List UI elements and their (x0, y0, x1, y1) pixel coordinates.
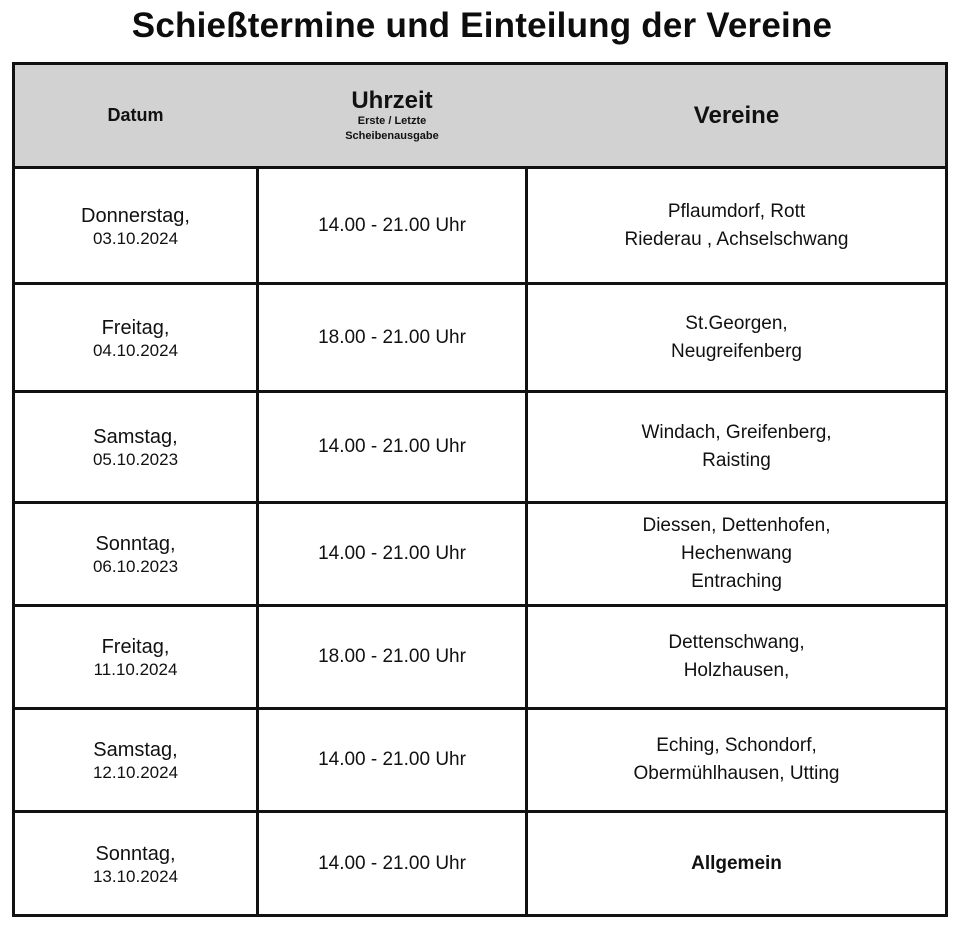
table-row (15, 166, 945, 282)
header-uhrzeit-sub2: Scheibenausgabe (345, 129, 439, 142)
time-cell (259, 285, 525, 390)
date-cell (15, 607, 256, 707)
page-title: Schießtermine und Einteilung der Vereine (131, 6, 833, 45)
clubs-cell (528, 813, 945, 914)
clubs-cell (528, 607, 945, 707)
club-line: Raisting (702, 450, 771, 471)
time-range: 18.00 - 21.00 Uhr (318, 646, 466, 667)
table-row (15, 604, 945, 707)
date: 06.10.2023 (92, 557, 179, 576)
date-cell (15, 504, 256, 604)
time-cell (259, 607, 525, 707)
time-cell (259, 504, 525, 604)
date: 04.10.2024 (92, 340, 179, 360)
time-range: 14.00 - 21.00 Uhr (318, 543, 466, 564)
club-line: Allgemein (691, 852, 782, 874)
club-line: Obermühlhausen, Utting (633, 763, 840, 784)
clubs-cell (528, 285, 945, 390)
header-uhrzeit: Uhrzeit (351, 86, 433, 114)
clubs-cell (528, 169, 945, 282)
club-line: Hechenwang (681, 543, 792, 564)
weekday: Donnerstag, (81, 204, 190, 227)
date-cell (15, 710, 256, 810)
time-cell (259, 393, 525, 501)
table-header-row (15, 65, 945, 166)
club-line: Dettenschwang, (668, 632, 805, 653)
club-line: Neugreifenberg (671, 340, 802, 362)
time-range: 14.00 - 21.00 Uhr (318, 749, 466, 770)
date: 11.10.2024 (93, 660, 178, 679)
time-range: 14.00 - 21.00 Uhr (318, 214, 466, 236)
date-cell (15, 813, 256, 914)
weekday: Samstag, (93, 426, 178, 448)
time-cell (259, 813, 525, 914)
time-cell (259, 169, 525, 282)
club-line: Riederau , Achselschwang (624, 228, 849, 250)
clubs-cell (528, 710, 945, 810)
club-line: Windach, Greifenberg, (641, 422, 832, 443)
date-cell (15, 285, 256, 390)
weekday: Samstag, (93, 739, 178, 761)
club-line: St.Georgen, (685, 312, 788, 334)
time-range: 14.00 - 21.00 Uhr (318, 436, 466, 457)
table-row (15, 501, 945, 604)
weekday: Freitag, (101, 636, 170, 658)
date-cell (15, 393, 256, 501)
date-cell (15, 169, 256, 282)
club-line: Eching, Schondorf, (656, 735, 817, 756)
table-row (15, 707, 945, 810)
date: 03.10.2024 (92, 228, 179, 248)
club-line: Pflaumdorf, Rott (667, 200, 806, 222)
header-cell-uhrzeit (259, 65, 525, 166)
time-range: 18.00 - 21.00 Uhr (318, 326, 466, 348)
club-line: Entraching (691, 571, 782, 592)
schedule-table (12, 62, 948, 917)
time-range: 14.00 - 21.00 Uhr (318, 852, 466, 874)
weekday: Freitag, (101, 316, 170, 339)
header-uhrzeit-sub1: Erste / Letzte (357, 114, 427, 127)
date: 13.10.2024 (92, 866, 179, 886)
header-vereine: Vereine (693, 101, 780, 129)
header-cell-datum (15, 65, 256, 166)
header-cell-vereine (528, 65, 945, 166)
header-datum: Datum (107, 105, 164, 125)
clubs-cell (528, 504, 945, 604)
weekday: Sonntag, (95, 533, 176, 555)
time-cell (259, 710, 525, 810)
clubs-cell (528, 393, 945, 501)
date: 05.10.2023 (92, 450, 179, 469)
table-row (15, 282, 945, 390)
club-line: Diessen, Dettenhofen, (642, 515, 831, 536)
table-row (15, 390, 945, 501)
club-line: Holzhausen, (683, 660, 790, 681)
table-row (15, 810, 945, 914)
weekday: Sonntag, (95, 842, 176, 865)
date: 12.10.2024 (92, 763, 179, 782)
